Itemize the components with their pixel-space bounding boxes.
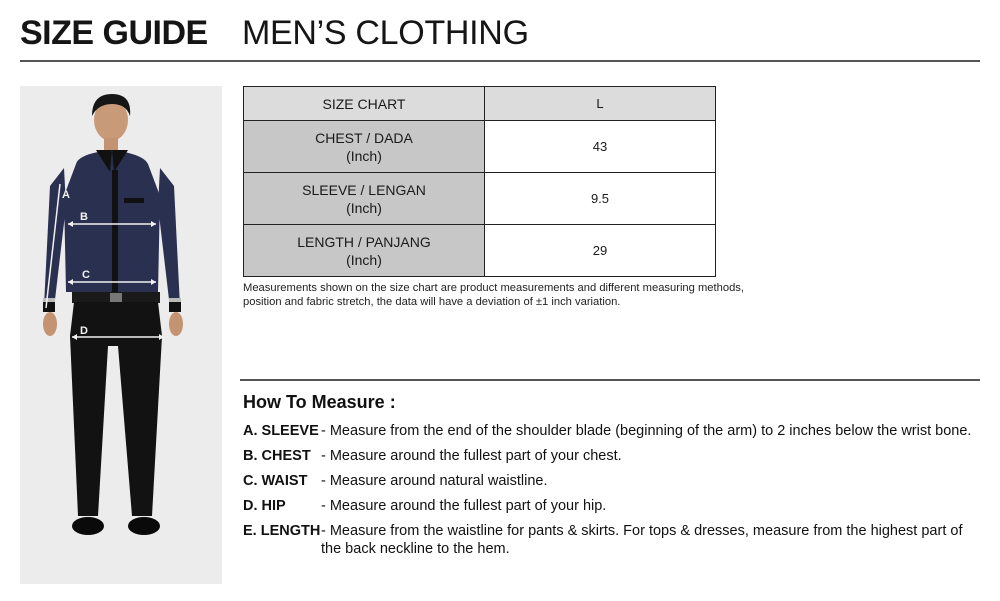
- row-label-line1: CHEST / DADA: [315, 129, 413, 146]
- label-b: B: [80, 211, 88, 223]
- top-divider: [20, 60, 980, 62]
- page-title: SIZE GUIDE: [20, 14, 208, 52]
- list-item: [243, 472, 983, 490]
- step-key: C. WAIST: [243, 473, 308, 489]
- step-key: A. SLEEVE: [243, 423, 319, 439]
- size-chart-row-sleeve: [244, 173, 716, 225]
- row-label-line1: LENGTH / PANJANG: [297, 233, 431, 250]
- size-chart-row-label: [244, 121, 485, 173]
- section-divider: [240, 379, 980, 381]
- list-item: [243, 447, 983, 465]
- size-chart-header-row: [244, 87, 716, 121]
- step-text: - Measure around natural waistline.: [321, 473, 548, 489]
- label-d: D: [80, 325, 88, 337]
- model-figure: [20, 86, 222, 584]
- how-to-measure-list: [243, 422, 983, 565]
- step-key: E. LENGTH: [243, 523, 321, 539]
- step-key: D. HIP: [243, 498, 286, 514]
- list-item: [243, 497, 983, 515]
- label-c: C: [82, 269, 90, 281]
- list-item: [243, 522, 983, 558]
- row-label-line2: (Inch): [346, 251, 382, 268]
- size-chart-row-value: 29: [485, 225, 716, 277]
- row-label-line1: SLEEVE / LENGAN: [302, 181, 426, 198]
- how-to-measure-title: How To Measure :: [243, 392, 396, 412]
- row-label-line2: (Inch): [346, 199, 382, 216]
- list-item: [243, 422, 983, 440]
- size-chart-row-label: [244, 225, 485, 277]
- size-chart-row-chest: [244, 121, 716, 173]
- step-text: - Measure around the fullest part of your hip.: [321, 498, 607, 514]
- size-chart-table: [243, 86, 716, 277]
- model-illustration: [20, 86, 222, 584]
- size-chart-row-value: 9.5: [485, 173, 716, 225]
- size-chart-row-value: 43: [485, 121, 716, 173]
- size-chart-row-label: [244, 173, 485, 225]
- measurement-note: Measurements shown on the size chart are product measurements and different measuring methods, position and fabric stretch, the data will have a deviation of ±1 inch variation.: [243, 282, 745, 308]
- page-subtitle: MEN’S CLOTHING: [242, 14, 529, 52]
- step-text: - Measure around the fullest part of your chest.: [321, 448, 622, 464]
- size-chart-size: L: [485, 87, 716, 121]
- step-key: B. CHEST: [243, 448, 311, 464]
- size-chart-header-label: SIZE CHART: [244, 87, 485, 121]
- label-a: A: [62, 189, 70, 201]
- step-text: - Measure from the end of the shoulder blade (beginning of the arm) to 2 inches below the wrist bone.: [321, 423, 972, 439]
- step-text: - Measure from the waistline for pants & skirts. For tops & dresses, measure from the highest part of the back neckline to the hem.: [321, 523, 963, 557]
- size-chart-row-length: [244, 225, 716, 277]
- row-label-line2: (Inch): [346, 147, 382, 164]
